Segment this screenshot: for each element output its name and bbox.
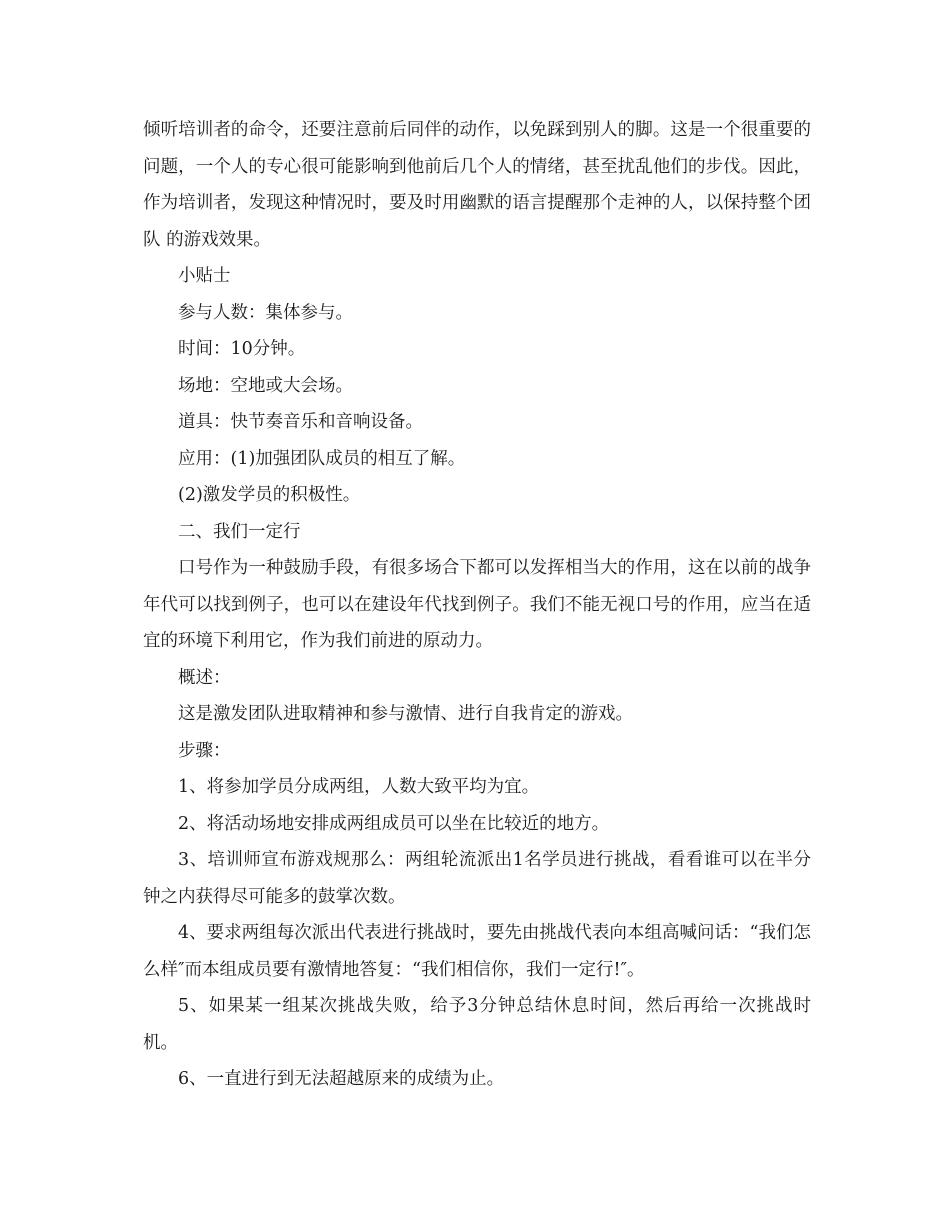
paragraph: 口号作为一种鼓励手段，有很多场合下都可以发挥相当大的作用，这在以前的战争年代可以找到例子，也可以在建设年代找到例子。我们不能无视口号的作用，应当在适宜的环境下利用它，作为我们前进的原动力。 [143,558,811,651]
step-item: 4、要求两组每次派出代表进行挑战时，要先由挑战代表向本组高喊问话：“我们怎么样″而本组成员要有激情地答复：“我们相信你，我们一定行!″。 [143,923,811,980]
paragraph: (2)激发学员的积极性。 [178,485,361,505]
paragraph: 参与人数：集体参与。 [178,302,353,323]
paragraph: 场地：空地或大会场。 [178,375,353,396]
step-item: 3、培训师宣布游戏规那么：两组轮流派出1名学员进行挑战，看看谁可以在半分钟之内获得尽可能多的鼓掌次数。 [143,850,811,907]
section-label-overview: 概述： [178,667,231,688]
paragraph: 道具：快节奏音乐和音响设备。 [178,412,423,432]
step-item: 6、一直进行到无法超越原来的成绩为止。 [178,1069,505,1089]
section-label-tips: 小贴士 [178,266,231,286]
section-heading: 二、我们一定行 [178,521,301,542]
paragraph: 时间：10分钟。 [178,339,306,359]
step-item: 5、如果某一组某次挑战失败，给予3分钟总结休息时间，然后再给一次挑战时机。 [143,996,811,1053]
section-label-steps: 步骤： [178,740,231,761]
paragraph: 应用：(1)加强团队成员的相互了解。 [178,448,466,469]
step-item: 2、将活动场地安排成两组成员可以坐在比较近的地方。 [178,813,610,834]
step-item: 1、将参加学员分成两组，人数大致平均为宜。 [178,777,540,797]
paragraph: 倾听培训者的命令，还要注意前后同伴的动作，以免踩到别人的脚。这是一个很重要的问题，一个人的专心很可能影响到他前后几个人的情绪，甚至扰乱他们的步伐。因此，作为培训者，发现这种情况时，要及时用幽默的语言提醒那个走神的人，以保持整个团队 的游戏效果。 [143,120,811,250]
paragraph: 这是激发团队进取精神和参与激情、进行自我肯定的游戏。 [178,704,633,724]
document-body [143,112,811,1098]
